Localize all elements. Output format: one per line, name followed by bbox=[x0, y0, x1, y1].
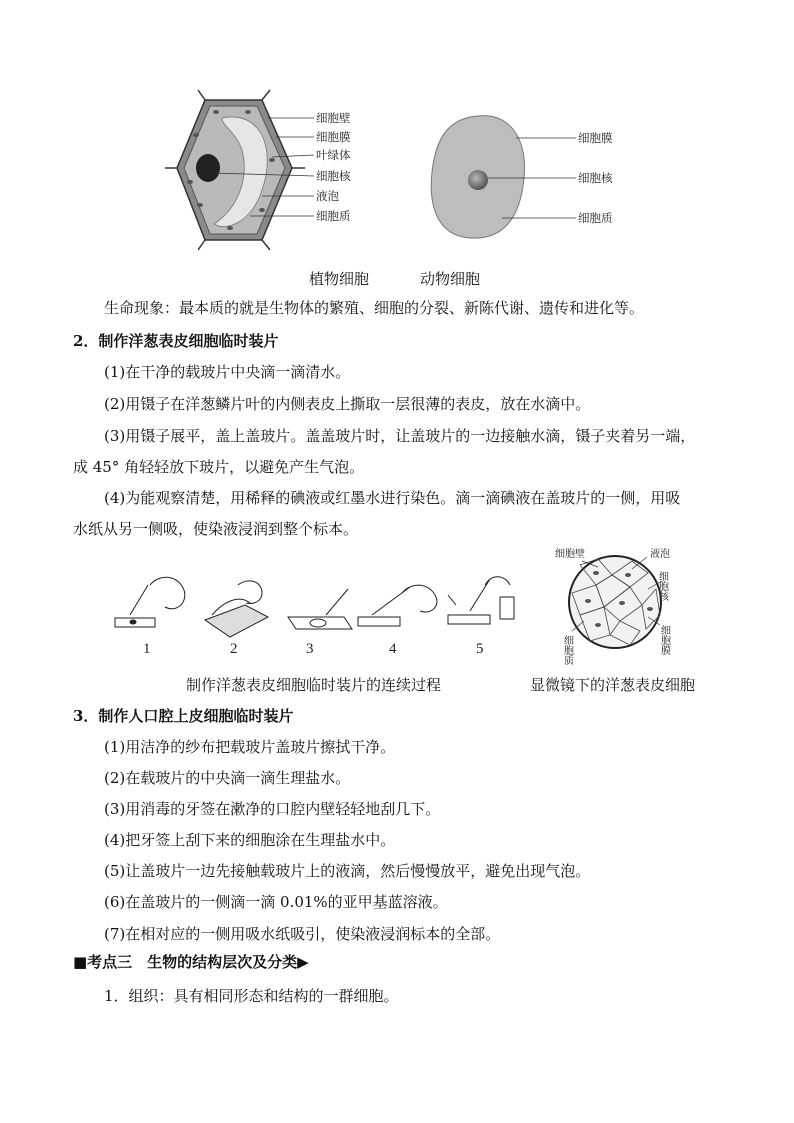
onion-slide-process-diagram bbox=[0, 545, 794, 675]
section2-step4-cont: 水纸从另一侧吸，使染液浸润到整个标本。 bbox=[73, 520, 359, 538]
section3-step5: (5)让盖玻片一边先接触载玻片上的液滴，然后慢慢放平，避免出现气泡。 bbox=[104, 862, 591, 880]
plant-label-chloroplast: 叶绿体 bbox=[316, 148, 351, 162]
section2-step1: (1)在干净的载玻片中央滴一滴清水。 bbox=[104, 363, 351, 381]
process-step-number-3: 3 bbox=[306, 641, 314, 657]
micro-label-membrane: 细胞膜 bbox=[658, 625, 670, 655]
plant-label-wall: 细胞壁 bbox=[316, 111, 351, 125]
life-phenomenon-text: 生命现象：最本质的就是生物体的繁殖、细胞的分裂、新陈代谢、遗传和进化等。 bbox=[104, 299, 645, 317]
animal-cell-diagram bbox=[431, 116, 613, 239]
tissue-definition: 1．组织：具有相同形态和结构的一群细胞。 bbox=[104, 987, 399, 1005]
section3-step3: (3)用消毒的牙签在漱净的口腔内壁轻轻地刮几下。 bbox=[104, 800, 441, 818]
micro-label-vacuole: 液泡 bbox=[650, 549, 670, 560]
section2-heading: 2．制作洋葱表皮细胞临时装片 bbox=[73, 332, 279, 350]
section3-step1: (1)用洁净的纱布把载玻片盖玻片擦拭干净。 bbox=[104, 738, 396, 756]
section3-heading: 3．制作人口腔上皮细胞临时装片 bbox=[73, 707, 294, 725]
animal-label-membrane: 细胞膜 bbox=[578, 131, 613, 145]
plant-cell-diagram bbox=[0, 0, 794, 270]
caption-animal-cell: 动物细胞 bbox=[420, 270, 481, 288]
animal-label-cytoplasm: 细胞质 bbox=[578, 211, 613, 225]
section2-step2: (2)用镊子在洋葱鳞片叶的内侧表皮上撕取一层很薄的表皮，放在水滴中。 bbox=[104, 395, 591, 413]
plant-label-cytoplasm: 细胞质 bbox=[316, 209, 351, 223]
plant-label-membrane: 细胞膜 bbox=[316, 130, 351, 144]
micro-label-nucleus: 细胞核 bbox=[656, 571, 668, 601]
section2-step3: (3)用镊子展平，盖上盖玻片。盖盖玻片时，让盖玻片的一边接触水滴，镊子夹着另一端， bbox=[104, 427, 696, 445]
caption-plant-cell: 植物细胞 bbox=[309, 270, 370, 288]
micro-label-wall: 细胞壁 bbox=[555, 549, 585, 560]
process-step-number-4: 4 bbox=[389, 641, 397, 657]
process-step-number-1: 1 bbox=[143, 641, 151, 657]
process-step-number-2: 2 bbox=[230, 641, 238, 657]
micro-label-cytoplasm: 细胞质 bbox=[561, 635, 573, 665]
animal-label-nucleus: 细胞核 bbox=[578, 171, 613, 185]
plant-label-nucleus: 细胞核 bbox=[316, 169, 351, 183]
onion-micrograph bbox=[569, 556, 662, 648]
plant-label-vacuole: 液泡 bbox=[316, 189, 339, 203]
section3-step2: (2)在载玻片的中央滴一滴生理盐水。 bbox=[104, 769, 351, 787]
section3-step7: (7)在相对应的一侧用吸水纸吸引，使染液浸润标本的全部。 bbox=[104, 925, 501, 943]
process-step-number-5: 5 bbox=[476, 641, 484, 657]
section3-step4: (4)把牙签上刮下来的细胞涂在生理盐水中。 bbox=[104, 831, 396, 849]
section3-step6: (6)在盖玻片的一侧滴一滴 0.01%的亚甲基蓝溶液。 bbox=[104, 893, 448, 911]
caption-micrograph: 显微镜下的洋葱表皮细胞 bbox=[530, 676, 696, 694]
kaodian-heading: ■考点三 生物的结构层次及分类▶ bbox=[73, 953, 309, 971]
section2-step4: (4)为能观察清楚，用稀释的碘液或红墨水进行染色。滴一滴碘液在盖玻片的一侧，用吸 bbox=[104, 489, 681, 507]
caption-slide-process: 制作洋葱表皮细胞临时装片的连续过程 bbox=[186, 676, 442, 694]
section2-step3-cont: 成 45° 角轻轻放下玻片，以避免产生气泡。 bbox=[73, 458, 365, 476]
